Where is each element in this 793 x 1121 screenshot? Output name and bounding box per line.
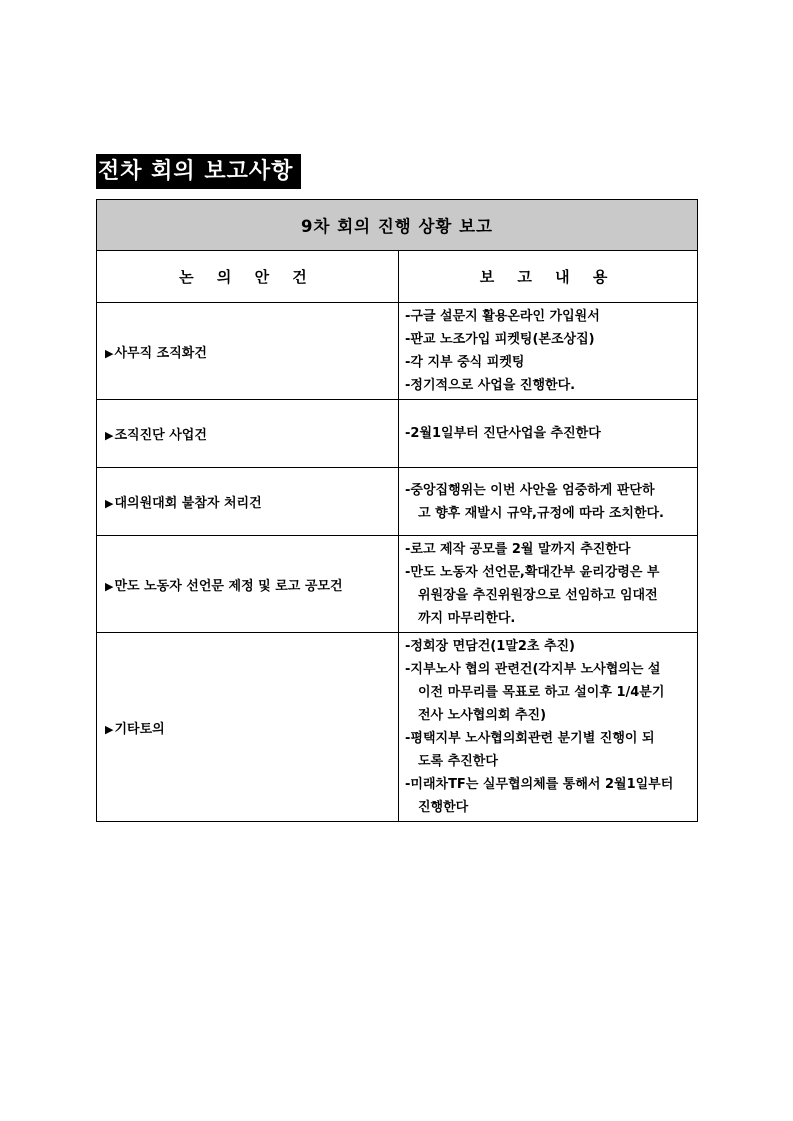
- content-line: -2월1일부터 진단사업을 추진한다: [405, 426, 601, 441]
- column-header-content: 보 고 내 용: [399, 251, 698, 303]
- arrow-icon: ▶: [105, 346, 114, 360]
- content-line: -평택지부 노사협의회관련 분기별 진행이 되: [405, 731, 655, 746]
- agenda-cell: [97, 303, 399, 400]
- arrow-icon: ▶: [105, 579, 114, 593]
- content-line: 도록 추진한다: [418, 754, 498, 769]
- content-cell: [399, 400, 698, 468]
- agenda-label: 기타토의: [114, 721, 165, 737]
- table-row: [97, 400, 698, 468]
- content-cell: [399, 468, 698, 536]
- table-row: [97, 536, 698, 633]
- content-line: -판교 노조가입 피켓팅(본조상집): [405, 332, 595, 347]
- content-line: -구글 설문지 활용온라인 가입원서: [405, 309, 600, 324]
- table-title: 9차 회의 진행 상황 보고: [97, 200, 698, 251]
- agenda-label: 만도 노동자 선언문 제정 및 로고 공모건: [114, 578, 343, 594]
- content-line: -로고 제작 공모를 2월 말까지 추진한다: [405, 542, 631, 557]
- agenda-label: 사무직 조직화건: [114, 345, 207, 361]
- content-line: 이전 마무리를 목표로 하고 설이후 1/4분기: [418, 685, 665, 700]
- content-line: -정기적으로 사업을 진행한다.: [405, 378, 576, 393]
- agenda-cell: [97, 400, 399, 468]
- content-line: -만도 노동자 선언문,확대간부 윤리강령은 부: [405, 565, 660, 580]
- column-header-row: [97, 251, 698, 303]
- content-line: -지부노사 협의 관련건(각지부 노사협의는 설: [405, 662, 661, 677]
- content-line: -미래차TF는 실무협의체를 통해서 2월1일부터: [405, 777, 674, 792]
- content-line: -각 지부 중식 피켓팅: [405, 355, 525, 370]
- table-row: [97, 633, 698, 822]
- agenda-cell: [97, 468, 399, 536]
- table-title-row: [97, 200, 698, 251]
- arrow-icon: ▶: [105, 429, 114, 442]
- column-header-agenda: 논 의 안 건: [97, 251, 399, 303]
- content-cell: [399, 536, 698, 633]
- content-cell: [399, 303, 698, 400]
- agenda-cell: [97, 633, 399, 822]
- agenda-label: 조직진단 사업건: [114, 428, 207, 443]
- arrow-icon: ▶: [105, 722, 114, 736]
- content-line: 위원장을 추진위원장으로 선임하고 임대전: [418, 588, 658, 603]
- content-line: 고 향후 재발시 규약,규정에 따라 조치한다.: [418, 505, 664, 521]
- content-line: 전사 노사협의회 추진): [418, 708, 547, 723]
- arrow-icon: ▶: [105, 497, 114, 510]
- section-heading: 전차 회의 보고사항: [96, 154, 301, 189]
- content-line: -중앙집행위는 이번 사안을 엄중하게 판단하: [405, 482, 655, 498]
- table-row: [97, 303, 698, 400]
- agenda-label: 대의원대회 불참자 처리건: [114, 496, 262, 511]
- content-cell: [399, 633, 698, 822]
- content-line: 진행한다: [418, 800, 469, 815]
- content-line: -정회장 면담건(1말2초 추진): [405, 639, 576, 654]
- report-table: [96, 199, 698, 822]
- agenda-cell: [97, 536, 399, 633]
- table-row: [97, 468, 698, 536]
- content-line: 까지 마무리한다.: [418, 611, 516, 626]
